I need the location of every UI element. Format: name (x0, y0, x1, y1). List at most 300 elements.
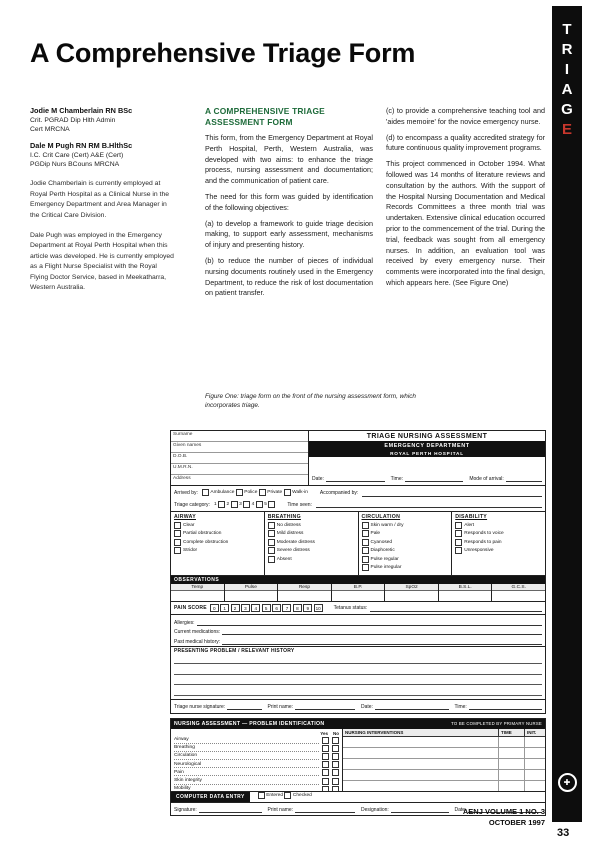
form-title: TRIAGE NURSING ASSESSMENT (366, 433, 488, 440)
checkbox-label: Skin warm / dry (370, 522, 404, 528)
presenting-problem-label: PRESENTING PROBLEM / RELEVANT HISTORY (174, 647, 295, 654)
checkbox-option (268, 530, 355, 537)
checkbox (268, 501, 275, 508)
paragraph: (b) to reduce the number of pieces of individual nursing documents routinely used in the Emergency Department, to reduce the risk of lost documentation on patient transfer. (205, 255, 373, 298)
form-field (455, 703, 543, 710)
interventions-row (343, 759, 545, 770)
checkbox-option (362, 530, 449, 537)
checklist-item (174, 737, 339, 744)
section-heading (205, 106, 373, 127)
field-input-line (199, 806, 262, 813)
checkbox-yes (322, 737, 329, 744)
heading-line-1: A COMPREHENSIVE TRIAGE (205, 106, 325, 116)
checkbox-option (258, 792, 283, 799)
survey-section-items (174, 522, 261, 555)
field-input-line (222, 628, 542, 635)
form-hospital-bar: ROYAL PERTH HOSPITAL (309, 450, 545, 457)
author-credential: I.C. Crit Care (Cert) A&E (Cert) (30, 152, 124, 160)
computer-entry-bar: COMPUTER DATA ENTRY (171, 792, 250, 802)
field-input-line (362, 490, 542, 497)
interventions-cell (343, 759, 499, 769)
checkbox-option (284, 489, 308, 496)
interventions-row (343, 781, 545, 791)
checklist-header (174, 731, 339, 736)
form-field (174, 626, 542, 636)
checkbox-label: Complete obstruction (183, 539, 229, 545)
computer-entry-options (258, 792, 312, 801)
checkbox-option (362, 564, 449, 571)
field-label: Time seen: (287, 501, 312, 508)
field-label: Print name: (267, 806, 294, 813)
field-input-line (227, 703, 261, 710)
form-field (469, 475, 542, 482)
checkbox-option (252, 501, 263, 508)
checkbox-option (214, 501, 225, 508)
field-label: Mode of arrival: (469, 476, 504, 482)
assessment-bar-title: NURSING ASSESSMENT — PROBLEM IDENTIFICATION (174, 720, 325, 727)
checkbox-yes (322, 778, 329, 785)
author-name: Jodie M Chamberlain RN BSc (30, 106, 133, 115)
time-cell (499, 748, 525, 758)
interventions-header (343, 729, 545, 737)
checkbox-option (455, 547, 542, 554)
checkbox (231, 501, 238, 508)
checkbox (236, 489, 243, 496)
checkbox (362, 556, 369, 563)
observation-cell (171, 584, 225, 601)
patient-field-label: U.M.R.N. (171, 464, 308, 475)
patient-field-label: Address (173, 476, 191, 481)
checkbox-label: Ambulance (210, 489, 235, 495)
checkbox-option (174, 530, 261, 537)
author-bio: Jodie Chamberlain is currently employed at Royal Perth Hospital as a Clinical Nurse in the Emergency Department and Area Manager in the Critical Care Division. (30, 180, 170, 219)
field-label: Current medications: (174, 629, 221, 636)
observation-cell (385, 584, 439, 601)
checkbox-label: Entered (266, 793, 284, 799)
checkbox-option (455, 522, 542, 529)
paragraph: The need for this form was guided by identification of the following objectives: (205, 191, 373, 212)
author-name: Dale M Pugh RN RM B.HlthSc (30, 141, 133, 151)
author-credentials (30, 151, 175, 169)
checkbox-no (332, 761, 339, 768)
assessment-body (171, 729, 545, 792)
author-credential: Cert MRCNA (30, 126, 70, 134)
pain-score-box: 7 (282, 604, 291, 612)
form-field (174, 616, 542, 626)
ruled-line (174, 675, 542, 686)
checkbox-option (174, 539, 261, 546)
checkbox-option (202, 489, 235, 496)
field-input-line (405, 475, 463, 482)
checkbox (455, 547, 462, 554)
observation-cell (278, 584, 332, 601)
category-number: 2 (226, 502, 230, 507)
checkbox-no (332, 769, 339, 776)
observation-label: B.P. (332, 584, 385, 591)
checkbox (174, 539, 181, 546)
category-number: 5 (264, 502, 267, 507)
checkbox-yes (322, 745, 329, 752)
signature-row (171, 700, 545, 713)
checkbox-label: Pale (370, 531, 381, 537)
spine-title (561, 22, 573, 137)
article-title: A Comprehensive Triage Form (30, 38, 416, 68)
form-title-block (309, 431, 545, 485)
article-column-1 (205, 106, 373, 304)
checkbox-label: Checked (292, 793, 312, 799)
checkbox (455, 530, 462, 537)
checkbox (268, 539, 275, 546)
spine-letter: I (564, 61, 570, 78)
checklist-item-label: Pain (174, 770, 319, 777)
checkbox (268, 530, 275, 537)
pain-score-label: PAIN SCORE (174, 605, 207, 612)
date-time-row (309, 457, 545, 485)
author-credential: PGDip Nurs BCouns MRCNA (30, 161, 120, 169)
survey-section (171, 512, 265, 576)
field-label: Signature: (174, 806, 197, 813)
pain-score-box: 0 (210, 604, 219, 612)
paragraph: (c) to provide a comprehensive teaching tool and 'aides memoire' for the novice emergency nurse. (386, 106, 545, 126)
observation-label: Resp (278, 584, 331, 591)
triage-form-page1 (170, 430, 546, 714)
form-field (391, 475, 464, 482)
pain-score-box: 2 (231, 604, 240, 612)
checkbox-option (268, 539, 355, 546)
observation-cell (439, 584, 493, 601)
field-label: Time: (454, 703, 467, 710)
initials-cell (525, 781, 545, 791)
observation-value-box (492, 591, 545, 601)
author-credentials (30, 116, 175, 134)
initials-cell (525, 770, 545, 780)
spine-letter: T (562, 21, 572, 38)
ruled-line (174, 664, 542, 675)
checkbox-label: Walk-in (292, 489, 308, 495)
problem-checklist (171, 729, 343, 791)
pain-score-box: 3 (241, 604, 250, 612)
paragraph: (d) to encompass a quality accredited strategy for future continuous quality improvement programs. (386, 132, 545, 153)
survey-section-title: DISABILITY (455, 513, 488, 520)
checkbox (174, 530, 181, 537)
field-label: Allergies: (174, 619, 195, 626)
checkbox (268, 547, 275, 554)
pain-score-row (171, 602, 545, 615)
field-label: Date: (312, 476, 324, 482)
checkbox-option (362, 539, 449, 546)
checkbox (174, 547, 181, 554)
author (30, 106, 175, 134)
pain-scale (210, 604, 323, 612)
primary-survey-sections (171, 512, 545, 577)
checkbox (259, 489, 266, 496)
form-field (174, 703, 262, 710)
interventions-row (343, 748, 545, 759)
survey-section-title: CIRCULATION (361, 513, 401, 520)
checkbox-label: Severe distress (276, 548, 310, 554)
interventions-table (343, 729, 545, 791)
field-label: Print name: (267, 703, 294, 710)
field-input-line (295, 806, 355, 813)
field-label: Date: (361, 703, 373, 710)
observation-value-box (332, 591, 385, 601)
field-label: Past medical history: (174, 638, 221, 645)
checkbox (243, 501, 250, 508)
author-block (30, 106, 175, 303)
form-field (174, 806, 262, 813)
interventions-cell (343, 770, 499, 780)
assessment-bar-note: TO BE COMPLETED BY PRIMARY NURSE (451, 721, 542, 727)
checkbox-option (268, 522, 355, 529)
journal-footer (463, 806, 545, 829)
checkbox-label: Diaphoretic (370, 548, 395, 554)
observation-cell (492, 584, 545, 601)
field-input-line (506, 475, 542, 482)
field-input-line (375, 703, 449, 710)
survey-section-items (268, 522, 355, 563)
field-input-line (295, 703, 355, 710)
observation-label: Temp (171, 584, 224, 591)
checkbox (362, 539, 369, 546)
interventions-header-cell: NURSING INTERVENTIONS (343, 729, 499, 736)
survey-section-title: BREATHING (267, 513, 301, 520)
checklist-item (174, 745, 339, 752)
checkbox-label: Alert (464, 522, 475, 528)
field-input-line (326, 475, 385, 482)
pain-score-box: 10 (315, 605, 321, 611)
pain-score-box: 4 (251, 604, 260, 612)
patient-field-label: Given names (171, 442, 308, 453)
interventions-row (343, 770, 545, 781)
heading-line-2: ASSESSMENT FORM (205, 116, 293, 127)
observation-label: Pulse (225, 584, 278, 591)
field-label: Triage category: (174, 501, 210, 508)
field-input-line (316, 501, 542, 508)
checkbox-label: Partial obstruction (183, 531, 222, 537)
checkbox-label: Absent (276, 556, 292, 562)
checkbox (174, 522, 181, 529)
patient-field-label: Surname (171, 431, 308, 442)
checkbox-yes (322, 769, 329, 776)
observation-value-box (439, 591, 492, 601)
ruled-line (174, 685, 542, 696)
checkbox-label: Responds to voice (464, 531, 504, 537)
checklist-header-label: Yes (320, 730, 328, 736)
checkbox-label: Police (244, 489, 258, 495)
article-column-2 (386, 106, 545, 294)
checkbox-label: Unresponsive (464, 548, 494, 554)
field-label: Time: (390, 476, 403, 482)
field-label: Designation: (361, 806, 389, 813)
spine-letter: G (561, 101, 573, 118)
patient-label-box (171, 431, 309, 485)
survey-section-title: AIRWAY (174, 513, 196, 520)
checkbox (256, 501, 263, 508)
checklist-item (174, 761, 339, 768)
computer-entry-row (171, 792, 545, 803)
checkbox-no (332, 778, 339, 785)
form-header-row (171, 431, 545, 486)
arrived-by-row (174, 489, 542, 498)
assessment-header-bar (171, 719, 545, 729)
ruled-line (174, 654, 542, 665)
observations-section (171, 576, 545, 602)
pain-score-box: 1 (220, 604, 229, 612)
checkbox-option (268, 556, 355, 563)
checkbox-option (284, 792, 311, 799)
checklist-item (174, 753, 339, 760)
interventions-cell (343, 781, 499, 791)
author-credential: Crit. PGRAD Dip Hlth Admin (30, 116, 116, 124)
paragraph: This project commenced in October 1994. What followed was 14 months of literature reviews and consultation by the authors. With the support of the Hospital Nursing Documentation and Medical Records Committees a three month trial was undertaken. Extensive clinical education occurred prior to the commencement of the trial. During the trial, feedback was sought from all emergency nurses. In addition, an evaluation tool was received by every emergency nurse. Their comments were incorporated into the final design, which appears here. (See Figure One) (386, 159, 545, 287)
time-cell (499, 737, 525, 747)
field-input-line (391, 806, 449, 813)
pain-score-box: 6 (272, 604, 281, 612)
form-field (174, 635, 542, 645)
time-cell (499, 759, 525, 769)
interventions-cell (343, 748, 499, 758)
presenting-problem-section (171, 647, 545, 700)
checkbox-label: Mild distress (276, 531, 304, 537)
triage-form-page2 (170, 718, 546, 816)
form-field (268, 703, 356, 710)
pain-score-box: 8 (293, 604, 302, 612)
checkbox-option (174, 547, 261, 554)
time-cell (499, 770, 525, 780)
spine-bar (552, 6, 582, 822)
survey-section-items (455, 522, 542, 555)
checkbox (218, 501, 225, 508)
checkbox-option (174, 522, 261, 529)
checkbox-label: Cyanosed (370, 539, 393, 545)
survey-section (265, 512, 359, 576)
checkbox-label: Private (267, 489, 283, 495)
author-list (30, 106, 175, 169)
patient-field-label: D.O.B. (171, 453, 308, 464)
figure-triage-form (170, 430, 546, 816)
checklist-item-label: Mobility (174, 786, 319, 791)
checkbox-option (362, 522, 449, 529)
checkbox-no (332, 753, 339, 760)
observation-cell (332, 584, 386, 601)
spine-letter: R (561, 41, 573, 58)
checkbox-label: Moderate distress (276, 539, 315, 545)
field-input-line (197, 619, 542, 626)
checkbox-no (332, 737, 339, 744)
checkbox-option (264, 501, 275, 508)
footer-date-line: OCTOBER 1997 (488, 818, 545, 828)
observation-label: B.S.L. (439, 584, 492, 591)
checklist-item-label: Airway (174, 737, 319, 744)
spine-letter: E (561, 121, 572, 138)
checklist-item-label: Neurological (174, 762, 319, 769)
interventions-cell (343, 737, 499, 747)
checkbox-label: Clear (183, 522, 195, 528)
author-bios (30, 179, 175, 293)
observation-value-box (385, 591, 438, 601)
survey-section (359, 512, 453, 576)
checkbox-yes (322, 753, 329, 760)
arrived-options (202, 489, 308, 498)
checkbox (284, 792, 291, 799)
triage-category-row (174, 501, 542, 508)
checkbox (258, 792, 265, 799)
field-label: Tetanus status: (333, 605, 368, 612)
paragraph: This form, from the Emergency Department at Royal Perth Hospital, Perth, Western Australia, was developed with two aims: to enhance the triage process, nursing assessment and documentation; and the communication of patient care. (205, 133, 373, 186)
pain-score-box: 9 (303, 604, 312, 612)
checkbox (362, 522, 369, 529)
author-bio: Dale Pugh was employed in the Emergency Department at Royal Perth Hospital when this article was developed. He is currently employed as a Flight Nurse Specialist with the Royal Flying Doctor Service, based in Meekatharra, Western Australia. (30, 231, 174, 292)
observations-cells (171, 584, 545, 601)
author (30, 141, 175, 169)
category-number: 4 (251, 502, 255, 507)
checklist-items (174, 737, 339, 792)
checkbox-yes (322, 761, 329, 768)
checkbox-option (455, 530, 542, 537)
checkbox-option (227, 501, 238, 508)
observation-value-box (225, 591, 278, 601)
page-number: 33 (557, 827, 570, 839)
observation-cell (225, 584, 279, 601)
category-options (214, 501, 275, 508)
form-field (312, 475, 385, 482)
category-number: 3 (239, 502, 242, 507)
checkbox (268, 556, 275, 563)
category-number: 1 (213, 502, 217, 507)
observation-label: G.C.S. (492, 584, 545, 591)
checkbox-label: Stridor (183, 548, 198, 554)
checkbox-label: Pulse irregular (370, 565, 402, 571)
initials-cell (525, 737, 545, 747)
paragraph: (a) to develop a framework to guide triage decision making, to support early assessment, mechanisms of injury and presenting history. (205, 218, 373, 250)
checklist-item (174, 769, 339, 776)
checklist-item-label: Circulation (174, 753, 319, 760)
checkbox (362, 547, 369, 554)
form-department-bar: EMERGENCY DEPARTMENT (309, 441, 545, 450)
checkbox (268, 522, 275, 529)
interventions-header-cell: INIT. (527, 729, 537, 735)
checkbox-label: Responds to pain (464, 539, 502, 545)
checklist-item-label: Skin integrity (174, 778, 319, 785)
initials-cell (525, 759, 545, 769)
checkbox-option (239, 501, 250, 508)
survey-section (452, 512, 545, 576)
pain-score-box: 5 (262, 604, 271, 612)
checkbox (284, 489, 291, 496)
footer-journal-line: AENJ VOLUME 1 NO. 3 (462, 807, 545, 816)
checklist-item-label: Breathing (174, 745, 319, 752)
observation-value-box (171, 591, 224, 601)
form-field (361, 703, 449, 710)
arrival-details-row (171, 486, 545, 512)
field-input-line (222, 638, 542, 645)
journal-emblem-icon: ✚ (558, 773, 577, 792)
field-label: Date: (454, 806, 467, 813)
checklist-header-label: No (333, 730, 339, 736)
survey-section-items (362, 522, 449, 572)
field-input-line (370, 605, 542, 612)
interventions-rows (343, 737, 545, 791)
checkbox-option (268, 547, 355, 554)
observation-value-box (278, 591, 331, 601)
time-cell (499, 781, 525, 791)
checkbox-option (236, 489, 258, 496)
checklist-item (174, 778, 339, 785)
interventions-header-cell: TIME (499, 729, 525, 736)
observations-bar: OBSERVATIONS (171, 576, 545, 584)
history-lines-section (171, 615, 545, 647)
form-field (361, 806, 449, 813)
